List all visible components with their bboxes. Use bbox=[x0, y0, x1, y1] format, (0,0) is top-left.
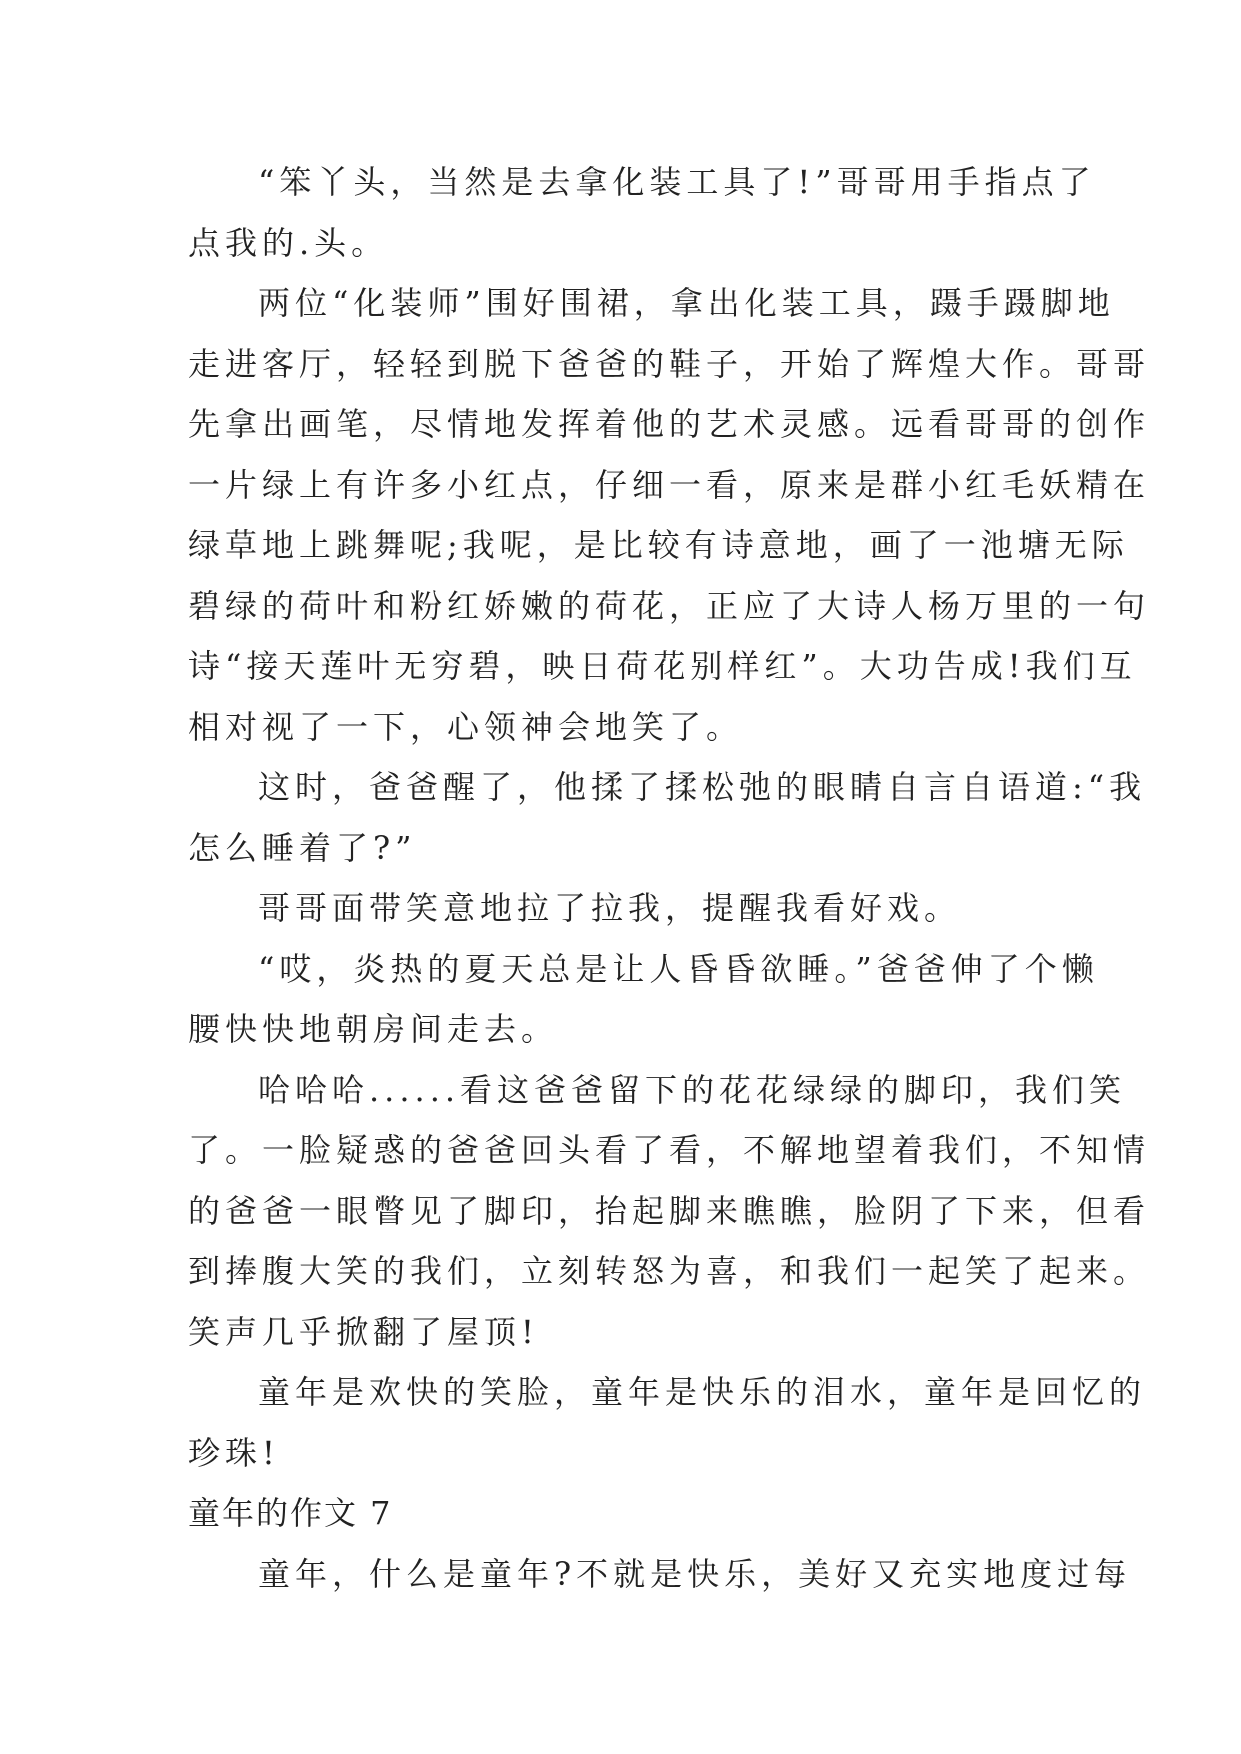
paragraph-line: 珍珠! bbox=[188, 1433, 280, 1472]
paragraph-line: “笨丫头，当然是去拿化装工具了!”哥哥用手指点了 bbox=[258, 163, 1096, 201]
paragraph-line: 一片绿上有许多小红点，仔细一看，原来是群小红毛妖精在 bbox=[188, 465, 1151, 504]
paragraph-line: “哎，炎热的夏天总是让人昏昏欲睡。”爸爸伸了个懒 bbox=[258, 949, 1099, 988]
paragraph-line: 这时，爸爸醒了，他揉了揉松弛的眼睛自言自语道:“我 bbox=[258, 768, 1147, 806]
paragraph-line: 两位“化装师”围好围裙，拿出化装工具，蹑手蹑脚地 bbox=[258, 284, 1115, 322]
paragraph-line: 碧绿的荷叶和粉红娇嫩的荷花，正应了大诗人杨万里的一句 bbox=[188, 586, 1151, 625]
paragraph-line: 哈哈哈......看这爸爸留下的花花绿绿的脚印，我们笑 bbox=[258, 1070, 1127, 1109]
paragraph-line: 童年，什么是童年?不就是快乐，美好又充实地度过每 bbox=[258, 1554, 1132, 1593]
paragraph-line: 相对视了一下，心领神会地笑了。 bbox=[188, 707, 744, 746]
paragraph-line: 笑声几乎掀翻了屋顶! bbox=[188, 1312, 539, 1351]
paragraph-line: 童年是欢快的笑脸，童年是快乐的泪水，童年是回忆的 bbox=[258, 1373, 1147, 1411]
document-body bbox=[188, 152, 1151, 1604]
paragraph-line: 绿草地上跳舞呢;我呢，是比较有诗意地，画了一池塘无际 bbox=[188, 526, 1129, 564]
section-heading: 童年的作文 7 bbox=[188, 1494, 393, 1532]
paragraph-line: 了。一脸疑惑的爸爸回头看了看，不解地望着我们，不知情 bbox=[188, 1131, 1151, 1169]
paragraph-line: 怎么睡着了?” bbox=[188, 828, 417, 867]
paragraph-line: 到捧腹大笑的我们，立刻转怒为喜，和我们一起笑了起来。 bbox=[188, 1252, 1151, 1290]
paragraph-line: 走进客厅，轻轻到脱下爸爸的鞋子，开始了辉煌大作。哥哥 bbox=[188, 344, 1151, 383]
paragraph-line: 的爸爸一眼瞥见了脚印，抬起脚来瞧瞧，脸阴了下来，但看 bbox=[188, 1191, 1151, 1230]
paragraph-line: 哥哥面带笑意地拉了拉我，提醒我看好戏。 bbox=[258, 889, 962, 927]
paragraph-line: 诗“接天莲叶无穷碧，映日荷花别样红”。大功告成!我们互 bbox=[188, 647, 1137, 685]
paragraph-line: 先拿出画笔，尽情地发挥着他的艺术灵感。远看哥哥的创作 bbox=[188, 405, 1151, 443]
paragraph-line: 点我的.头。 bbox=[188, 223, 389, 262]
paragraph-line: 腰快快地朝房间走去。 bbox=[188, 1010, 559, 1048]
